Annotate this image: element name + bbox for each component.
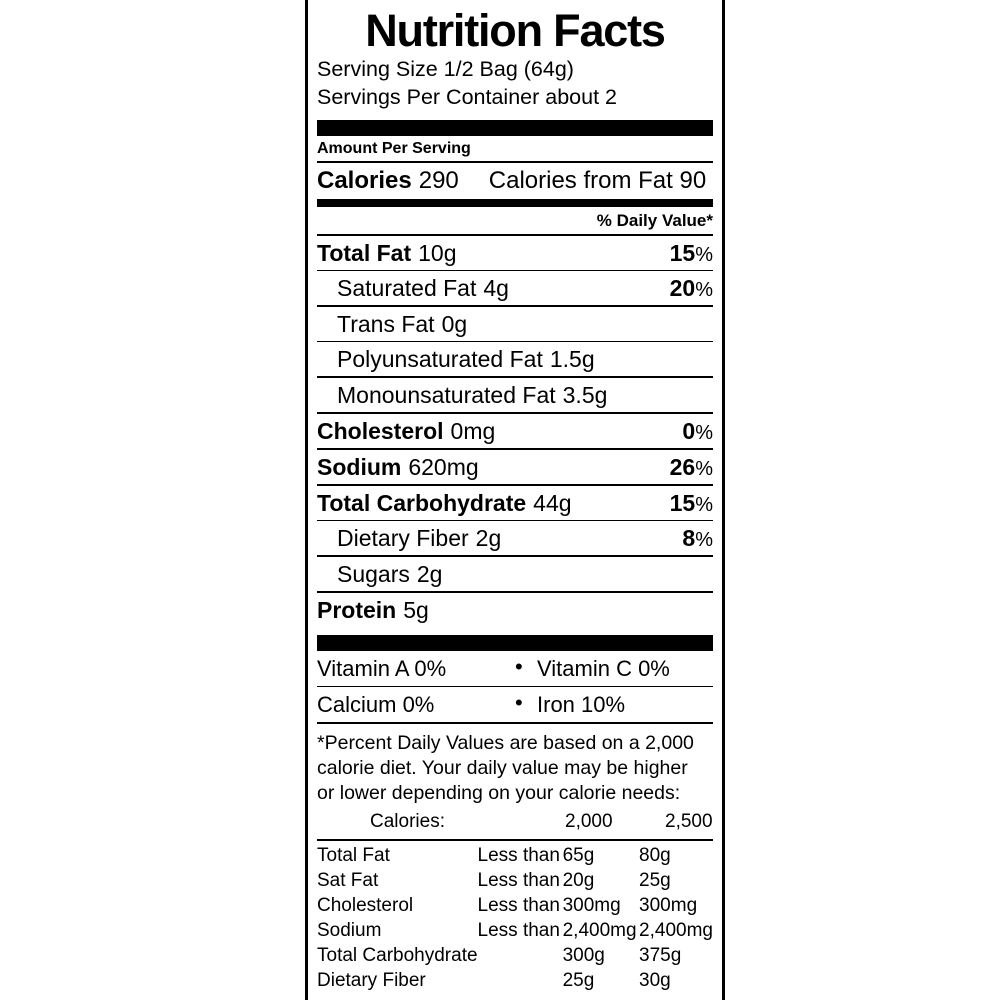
- serving-size: Serving Size 1/2 Bag (64g): [317, 57, 574, 81]
- nutrient-amount: 10g: [418, 239, 457, 266]
- nutrient-amount: 0g: [441, 310, 468, 337]
- bullet-icon: •: [515, 653, 523, 679]
- nutrient-row-cholesterol: [317, 414, 713, 448]
- divider-thick-top: [317, 120, 713, 136]
- footnote-line-2: calorie diet. Your daily value may be higher: [317, 756, 688, 779]
- dv-row-value-2500: 375g: [639, 945, 682, 967]
- dv-row-qualifier: Less than: [477, 920, 560, 942]
- iron-cell: [515, 692, 713, 718]
- nutrient-amount: 2g: [475, 525, 502, 552]
- table-row: [317, 919, 713, 944]
- nutrient-name: Cholesterol: [317, 417, 444, 444]
- nutrient-name: Total Carbohydrate: [317, 489, 527, 516]
- dv-row-name: Total Fat: [317, 845, 390, 867]
- table-row: [317, 944, 713, 969]
- nutrition-facts-panel: [305, 0, 725, 1000]
- nutrient-row-trans-fat: [317, 307, 713, 341]
- dv-row-value-2000: 25g: [562, 970, 595, 992]
- servings-per-container: Servings Per Container about 2: [317, 85, 617, 110]
- divider-table-head: [317, 839, 713, 841]
- nutrient-name: Polyunsaturated Fat: [337, 346, 543, 373]
- nutrient-name: Protein: [317, 596, 397, 623]
- footnote-line-3: or lower depending on your calorie needs:: [317, 781, 681, 804]
- nutrient-row-sugars: [317, 557, 713, 591]
- dv-row-name: Sat Fat: [317, 870, 379, 892]
- table-row: [317, 894, 713, 919]
- dv-row-value-2500: 30g: [639, 970, 671, 992]
- dv-row-name: Sodium: [317, 920, 382, 942]
- dv-row-value-2500: 300mg: [639, 895, 698, 917]
- dv-row-qualifier: Less than: [477, 895, 560, 917]
- dv-row-name: Cholesterol: [317, 895, 414, 917]
- nutrient-dv: 20%: [669, 275, 713, 302]
- nutrient-name: Dietary Fiber: [337, 525, 469, 552]
- vitamin-c-cell: [515, 653, 713, 682]
- page-title: Nutrition Facts: [365, 5, 665, 56]
- dv-row-value-2500: 80g: [639, 845, 671, 867]
- dv-row-value-2000: 2,400mg: [562, 920, 637, 942]
- nutrient-name: Monounsaturated Fat: [337, 381, 556, 408]
- vitamin-row-1: [317, 651, 713, 686]
- dv-row-value-2500: 25g: [639, 870, 671, 892]
- dv-row-name: Total Carbohydrate: [317, 945, 478, 967]
- nutrient-dv: 8%: [682, 525, 713, 552]
- nutrient-row-saturated-fat: [317, 271, 713, 305]
- amount-per-serving-label: Amount Per Serving: [317, 139, 471, 157]
- table-header-row: [317, 810, 713, 838]
- col-2000-header: 2,000: [565, 811, 613, 833]
- nutrient-amount: 4g: [483, 275, 509, 302]
- calcium-value: Calcium 0%: [317, 692, 435, 718]
- dv-row-qualifier: Less than: [477, 845, 560, 867]
- vitamin-c-value: Vitamin C 0%: [537, 655, 670, 681]
- nutrient-dv: 15%: [669, 489, 713, 516]
- nutrient-amount: 44g: [533, 489, 572, 516]
- nutrient-name: Total Fat: [317, 239, 412, 266]
- nutrient-amount: 2g: [416, 560, 443, 587]
- nutrient-row-total-fat: [317, 236, 713, 270]
- calories-row: [317, 163, 713, 199]
- dv-row-value-2000: 65g: [562, 845, 595, 867]
- nutrient-name: Sodium: [317, 453, 402, 480]
- nutrient-row-total-carbohydrate: [317, 486, 713, 520]
- dv-row-qualifier: Less than: [477, 870, 560, 892]
- nutrient-amount: 620mg: [408, 453, 479, 480]
- nutrient-row-sodium: [317, 450, 713, 484]
- daily-value-header: % Daily Value*: [596, 210, 713, 230]
- nutrient-amount: 1.5g: [549, 346, 595, 373]
- dv-row-qualifier: [478, 944, 563, 969]
- dv-row-name: Dietary Fiber: [317, 970, 426, 992]
- col-2500-header: 2,500: [665, 811, 713, 833]
- dv-row-value-2000: 300mg: [562, 895, 621, 917]
- calories-label: Calories: [317, 166, 412, 194]
- divider-med-calories: [317, 199, 713, 207]
- table-row: [317, 869, 713, 894]
- nutrient-name: Sugars: [337, 560, 410, 587]
- dv-row-value-2500: 2,400mg: [639, 920, 713, 942]
- divider-thick-vitamins: [317, 635, 713, 651]
- table-row: [317, 969, 713, 994]
- dv-row-value-2000: 20g: [562, 870, 595, 892]
- bullet-icon: •: [515, 690, 523, 716]
- nutrient-amount: 3.5g: [562, 381, 608, 408]
- calories-value: 290: [418, 166, 459, 194]
- nutrient-row-dietary-fiber: [317, 521, 713, 555]
- dv-row-qualifier: [478, 969, 563, 994]
- nutrient-name: Saturated Fat: [337, 275, 477, 302]
- vitamin-a-value: Vitamin A 0%: [317, 655, 447, 681]
- nutrient-row-polyunsaturated-fat: [317, 342, 713, 376]
- daily-values-body: [317, 844, 713, 994]
- dv-row-value-2000: 300g: [562, 945, 605, 967]
- nutrient-name: Trans Fat: [337, 310, 435, 337]
- vitamin-row-2: [317, 687, 713, 722]
- footnote-text: [317, 724, 713, 810]
- daily-values-table: [317, 810, 713, 838]
- nutrient-amount: 0mg: [450, 417, 496, 444]
- nutrient-row-monounsaturated-fat: [317, 378, 713, 412]
- footnote-line-1: *Percent Daily Values are based on a 2,000: [317, 731, 694, 754]
- calories-from-fat: Calories from Fat 90: [488, 166, 707, 194]
- nutrient-dv: 26%: [669, 453, 713, 480]
- table-row: [317, 844, 713, 869]
- nutrient-row-protein: [317, 593, 713, 627]
- calories-col-label: Calories:: [370, 811, 445, 833]
- iron-value: Iron 10%: [537, 692, 626, 718]
- nutrient-amount: 5g: [403, 596, 429, 623]
- nutrient-dv: 0%: [682, 417, 713, 444]
- nutrient-dv: 15%: [669, 239, 713, 266]
